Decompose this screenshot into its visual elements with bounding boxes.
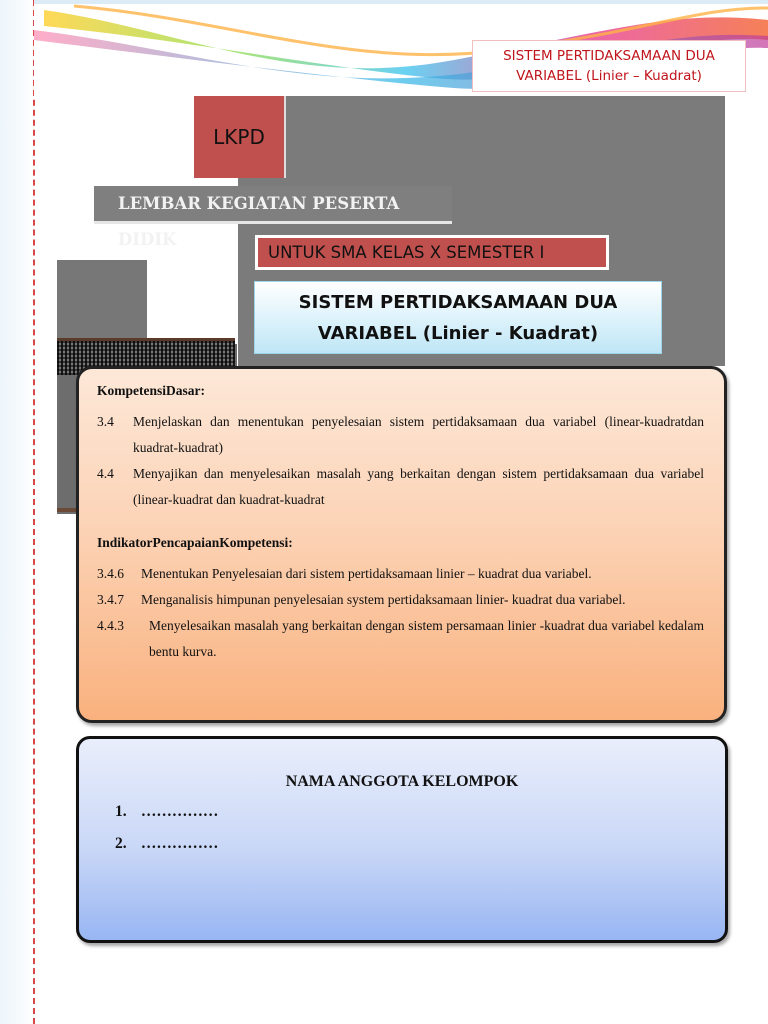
member-row <box>115 835 218 853</box>
lembar-kegiatan-title: LEMBAR KEGIATAN PESERTA DIDIK <box>94 186 452 224</box>
indikator-item-text: Menganalisis himpunan penyelesaian system pertidaksamaan linier- kuadrat dua variabel. <box>141 592 626 607</box>
member-number: 2. <box>115 835 127 852</box>
header-title <box>472 40 746 92</box>
member-row <box>115 803 218 821</box>
topic-title-line1: SISTEM PERTIDAKSAMAAN DUA <box>298 292 618 313</box>
lkpd-label: LKPD <box>194 96 286 178</box>
kompetensi-item-text: Menjelaskan dan menentukan penyelesaian sistem pertidaksamaan dua variabel (linear-kuadratdan kuadrat-kuadrat) <box>133 414 704 455</box>
indikator-item <box>97 587 704 613</box>
kompetensi-item-text: Menyajikan dan menyelesaikan masalah yang berkaitan dengan sistem pertidaksamaan dua variabel (linear-kuadrat dan kuadrat-kuadrat <box>133 466 704 507</box>
kompetensi-item-number: 4.4 <box>97 466 114 481</box>
indikator-heading: IndikatorPencapaianKompetensi: <box>97 535 293 550</box>
cover-grey-left-block <box>57 260 147 344</box>
indikator-item <box>97 561 704 587</box>
indikator-item-text: Menentukan Penyelesaian dari sistem pertidaksamaan linier – kuadrat dua variabel. <box>141 566 592 581</box>
member-name-blank[interactable]: …………… <box>140 835 219 852</box>
indikator-item-number: 3.4.6 <box>97 566 124 581</box>
kompetensi-item-number: 3.4 <box>97 414 114 429</box>
header-title-line2: VARIABEL (Linier – Kuadrat) <box>516 68 702 84</box>
kompetensi-item <box>97 461 704 513</box>
indikator-item-number: 4.4.3 <box>97 618 124 633</box>
header-title-line1: SISTEM PERTIDAKSAMAAN DUA <box>503 48 715 64</box>
group-members-title: NAMA ANGGOTA KELOMPOK <box>285 773 519 790</box>
indikator-item <box>97 613 704 665</box>
topic-title-box <box>254 281 662 354</box>
indikator-item-number: 3.4.7 <box>97 592 124 607</box>
kompetensi-dasar-heading: KompetensiDasar: <box>97 383 205 398</box>
left-dashed-line <box>33 0 35 1024</box>
kompetensi-item <box>97 409 704 461</box>
competency-box <box>76 366 727 723</box>
left-decor-strip <box>0 0 34 1024</box>
group-members-box <box>76 736 728 943</box>
class-semester-label: UNTUK SMA KELAS X SEMESTER I <box>255 235 609 270</box>
member-number: 1. <box>115 803 127 820</box>
topic-title-line2: VARIABEL (Linier - Kuadrat) <box>317 323 599 344</box>
member-name-blank[interactable]: …………… <box>140 803 219 820</box>
indikator-item-text: Menyelesaikan masalah yang berkaitan dengan sistem persamaan linier -kuadrat dua variabel kedalam bentu kurva. <box>149 618 704 659</box>
